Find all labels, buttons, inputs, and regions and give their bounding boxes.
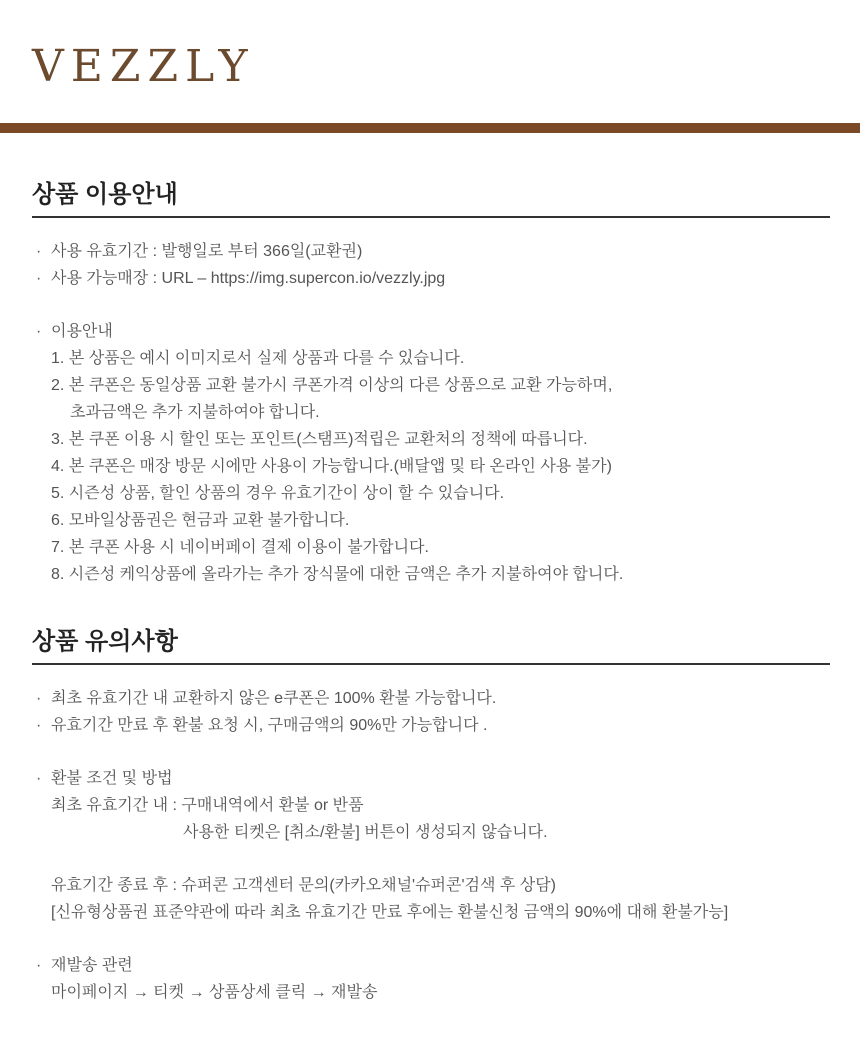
within-validity-line: 최초 유효기간 내 : 구매내역에서 환불 or 반품	[51, 797, 364, 814]
guide-item: 3. 본 쿠폰 이용 시 할인 또는 포인트(스탬프)적립은 교환처의 정책에 따릅니다.	[51, 431, 588, 448]
used-ticket-line: 사용한 티켓은 [취소/환불] 버튼이 생성되지 않습니다.	[183, 824, 548, 841]
policy-note-line: [신유형상품권 표준약관에 따라 최초 유효기간 만료 후에는 환불신청 금액의 90%에 대해 환불가능]	[51, 904, 729, 921]
refund-full-line: · 최초 유효기간 내 교환하지 않은 e쿠폰은 100% 환불 가능합니다.	[32, 685, 830, 712]
brand-divider-bar	[0, 123, 860, 133]
guide-item: 8. 시즌성 케익상품에 올라가는 추가 장식물에 대한 금액은 추가 지불하여야 합니다.	[51, 566, 624, 583]
guide-item: 7. 본 쿠폰 사용 시 네이버페이 결제 이용이 불가합니다.	[51, 539, 429, 556]
bullet: ·	[36, 690, 42, 707]
bullet: ·	[36, 717, 42, 734]
guide-item: 6. 모바일상품권은 현금과 교환 불가합니다.	[51, 512, 350, 529]
usage-info-section	[32, 178, 830, 588]
guide-item-continued: 초과금액은 추가 지불하여야 합니다.	[70, 404, 320, 421]
page-header	[0, 0, 860, 123]
bullet: ·	[36, 270, 42, 287]
after-validity-line: 유효기간 종료 후 : 슈퍼콘 고객센터 문의(카카오채널'슈퍼콘'검색 후 상담)	[51, 877, 556, 894]
bullet: ·	[36, 243, 42, 260]
caution-section	[32, 625, 830, 1006]
guide-item: 2. 본 쿠폰은 동일상품 교환 불가시 쿠폰가격 이상의 다른 상품으로 교환 가능하며,	[51, 377, 613, 394]
caution-title: 상품 유의사항	[32, 625, 830, 665]
validity-line: · 사용 유효기간 : 발행일로 부터 366일(교환권)	[32, 238, 830, 265]
brand-logo: VEZZLY	[32, 41, 255, 92]
resend-heading: · 재발송 관련	[32, 952, 830, 979]
guide-item: 1. 본 상품은 예시 이미지로서 실제 상품과 다를 수 있습니다.	[51, 350, 465, 367]
usage-info-title: 상품 이용안내	[32, 178, 830, 218]
refund-heading: · 환불 조건 및 방법	[32, 765, 830, 792]
refund-partial-line: · 유효기간 만료 후 환불 요청 시, 구매금액의 90%만 가능합니다 .	[32, 712, 830, 739]
guide-item: 5. 시즌성 상품, 할인 상품의 경우 유효기간이 상이 할 수 있습니다.	[51, 485, 505, 502]
bullet: ·	[36, 957, 42, 974]
guide-item: 4. 본 쿠폰은 매장 방문 시에만 사용이 가능합니다.(배달앱 및 타 온라인 사용 불가)	[51, 458, 612, 475]
bullet: ·	[36, 323, 42, 340]
resend-path-line: 마이페이지 → 티켓 → 상품상세 클릭 → 재발송	[51, 984, 378, 1001]
bullet: ·	[36, 770, 42, 787]
guide-heading: · 이용안내	[32, 318, 830, 345]
store-line: · 사용 가능매장 : URL – https://img.supercon.io/vezzly.jpg	[32, 265, 830, 292]
